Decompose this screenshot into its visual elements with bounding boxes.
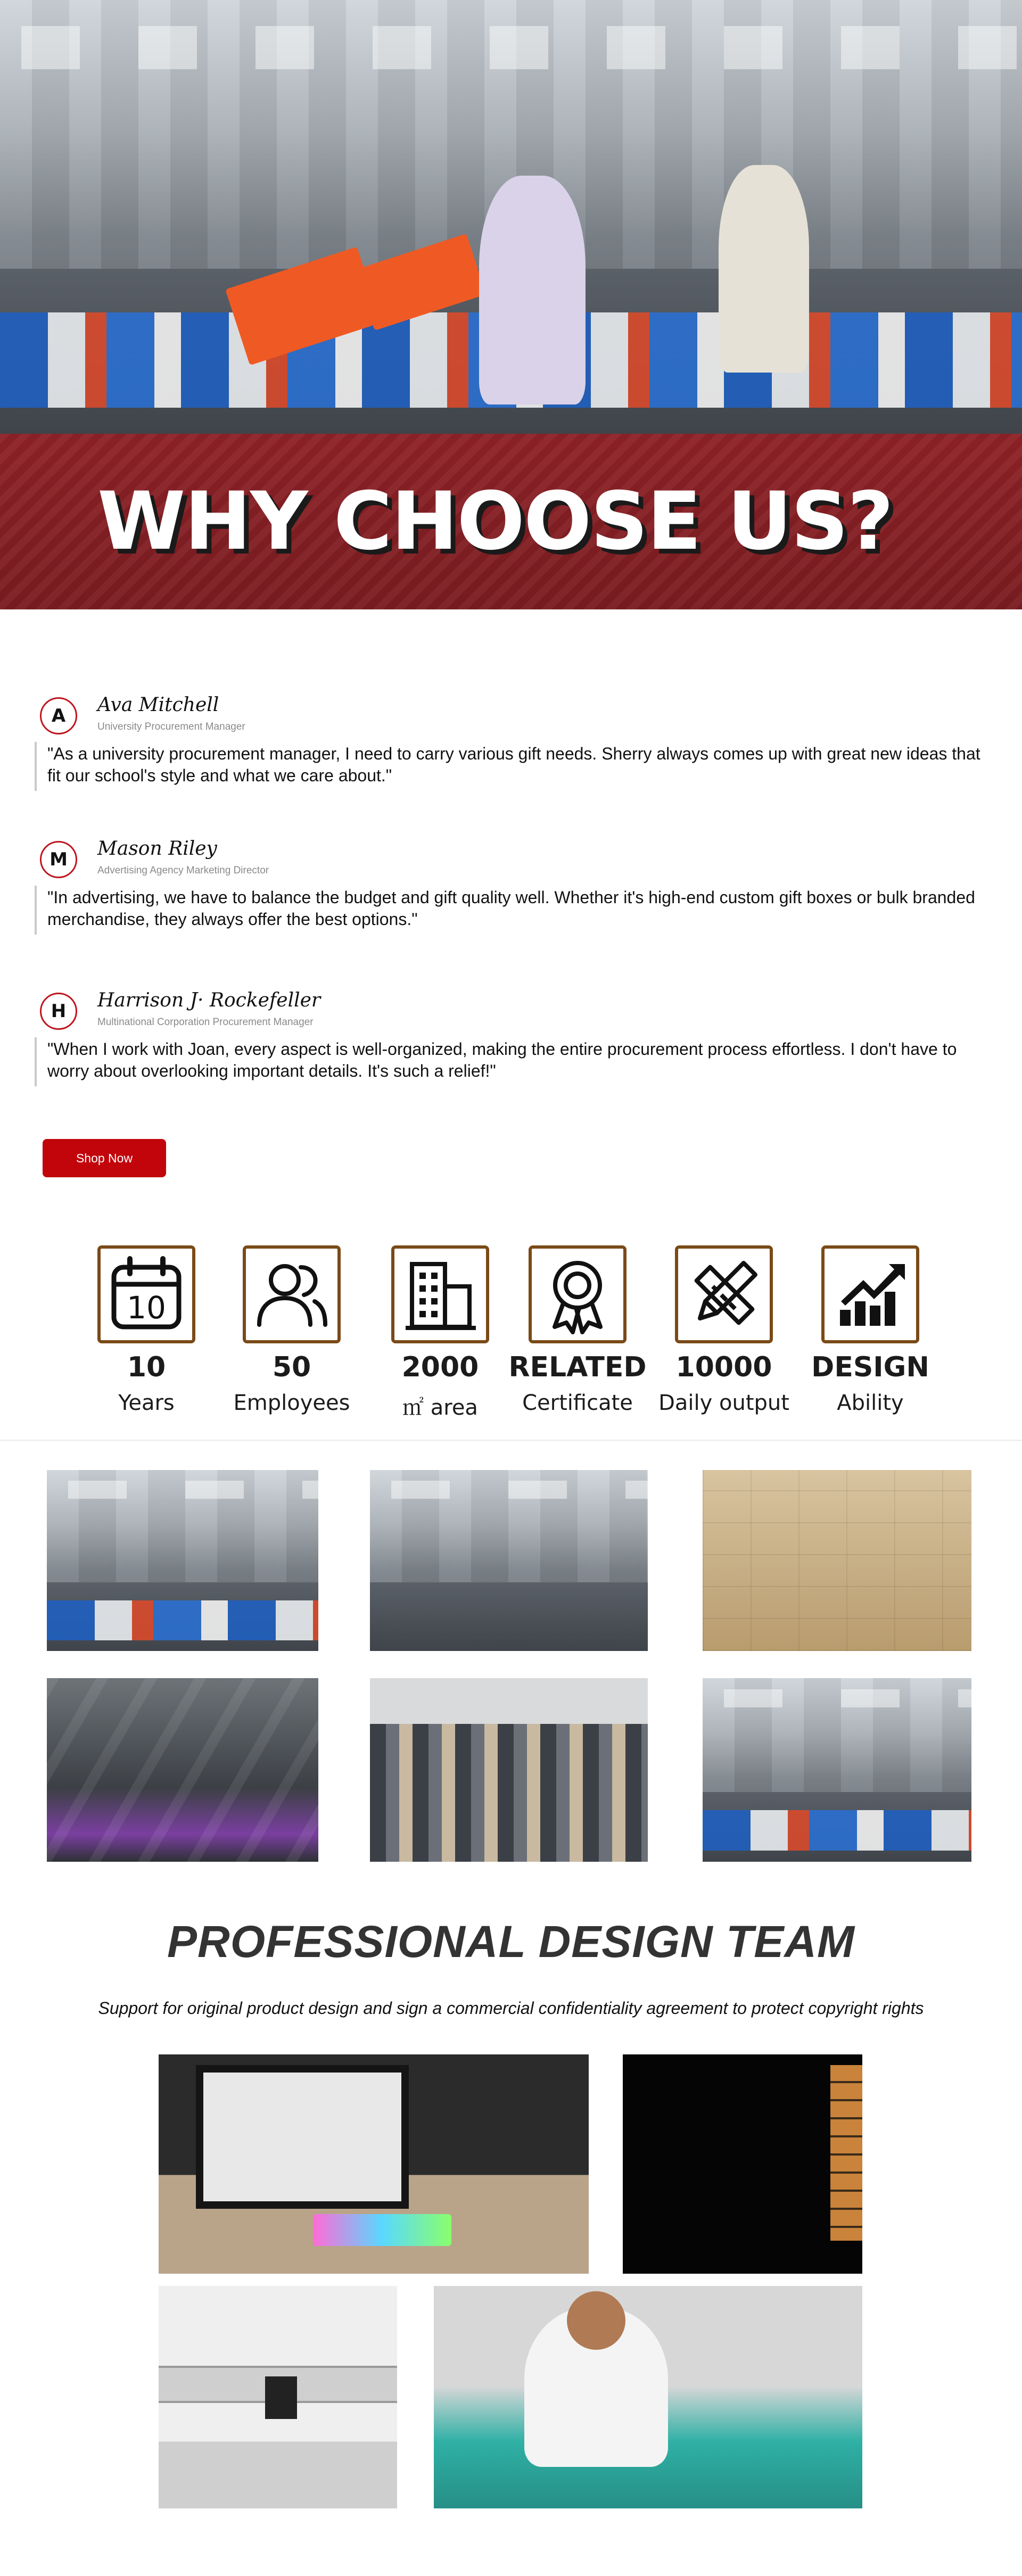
gallery-photo-production-line [703,1678,971,1862]
stat-label: Employees [233,1391,350,1415]
testimonial-card [35,838,993,935]
stat-value: 2000 [401,1351,479,1383]
gallery-photo-sewing-floor [370,1470,648,1651]
building-icon [391,1245,489,1343]
stat-label: Certificate [522,1391,633,1415]
design-photo-workstation [159,2054,589,2274]
gallery-photo-showroom [370,1678,648,1862]
stat-value: 10000 [675,1351,772,1383]
stat-label: Daily output [658,1391,789,1415]
gallery-photo-warehouse [47,1678,318,1862]
testimonial-role: University Procurement Manager [97,721,245,732]
testimonial-role: Advertising Agency Marketing Director [97,865,269,876]
testimonial-name: Harrison J· Rockefeller [97,989,321,1011]
stat-value: 50 [272,1351,311,1383]
testimonial-quote: "In advertising, we have to balance the budget and gift quality well. Whether it's high-end custom gift boxes or bulk branded merchandise, they always offer the best options." [35,886,993,935]
design-team-subtitle: Support for original product design and sign a commercial confidentiality agreement to protect copyright rights [98,1999,924,2018]
testimonial-name: Mason Riley [97,838,217,860]
avatar: M [40,841,77,878]
design-team-title: PROFESSIONAL DESIGN TEAM [167,1917,855,1967]
section-divider [0,1440,1022,1441]
stat-value: DESIGN [811,1351,929,1383]
calendar-icon [97,1245,195,1343]
gallery-photo-workshop [47,1470,318,1651]
banner-title: WHY CHOOSE US? [97,475,893,568]
calendar-icon-text: 10 [127,1290,166,1326]
stat-label: ㎡ area [402,1396,478,1420]
stat-value: 10 [127,1351,166,1383]
testimonial-card [35,989,993,1086]
stat-area [360,1245,520,1421]
avatar: H [40,993,77,1030]
shop-now-button[interactable]: Shop Now [43,1139,166,1177]
stat-daily-output [644,1245,804,1415]
stat-years [67,1245,226,1415]
stat-certificate [498,1245,657,1415]
stat-label: Years [118,1391,175,1415]
design-photo-cad-screen [623,2054,862,2274]
why-choose-us-banner [0,434,1022,609]
design-photo-designer-drafting [434,2286,862,2508]
stat-design [790,1245,950,1415]
design-photo-cutting-plotter [159,2286,397,2508]
certificate-icon [529,1245,627,1343]
stat-label: Ability [837,1391,904,1415]
testimonial-quote: "When I work with Joan, every aspect is well-organized, making the entire procurement process effortless. I don't have to worry about overlooking important details. It's such a relief!" [35,1037,993,1086]
testimonial-name: Ava Mitchell [97,694,219,716]
ruler-pencil-icon [675,1245,773,1343]
growth-chart-icon [821,1245,919,1343]
stat-value: RELATED [508,1351,647,1383]
people-icon [243,1245,341,1343]
stat-employees [212,1245,372,1415]
testimonial-card [35,694,993,791]
gallery-photo-cartons [703,1470,971,1651]
testimonial-role: Multinational Corporation Procurement Manager [97,1017,314,1028]
avatar: A [40,697,77,734]
hero-factory-photo [0,0,1022,434]
testimonial-quote: "As a university procurement manager, I need to carry various gift needs. Sherry always comes up with great new ideas that fit our school's style and what we care about." [35,742,993,791]
